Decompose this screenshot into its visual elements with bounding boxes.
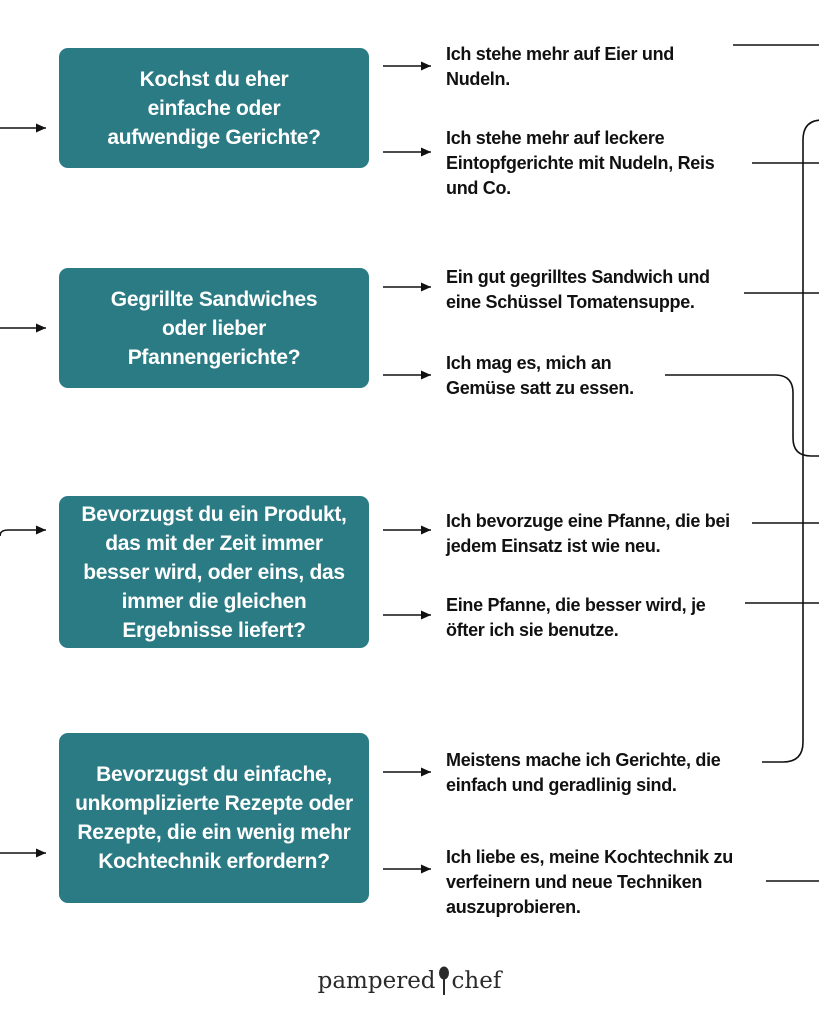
bracket-curve bbox=[762, 120, 819, 762]
logo-text-left: pampered bbox=[317, 968, 436, 994]
question-text-4: Bevorzugst du einfache, unkomplizierte Rezepte oder Rezepte, die ein wenig mehr Kochtechnik erfordern? bbox=[75, 763, 353, 873]
spoon-icon bbox=[437, 966, 451, 996]
answer-4b: Ich liebe es, meine Kochtechnik zu verfeinern und neue Techniken auszuprobieren. bbox=[446, 847, 733, 917]
answer-2b: Ich mag es, mich an Gemüse satt zu essen. bbox=[446, 353, 634, 398]
answer-3b: Eine Pfanne, die besser wird, je öfter ich sie benutze. bbox=[446, 595, 706, 640]
question-box-2 bbox=[59, 268, 369, 388]
question-text-2: Gegrillte Sandwiches oder lieber Pfannengerichte? bbox=[110, 287, 318, 369]
answer-1b: Ich stehe mehr auf leckere Eintopfgerichte mit Nudeln, Reis und Co. bbox=[446, 128, 715, 198]
question-box-3 bbox=[59, 496, 369, 648]
answer-3a: Ich bevorzuge eine Pfanne, die bei jedem Einsatz ist wie neu. bbox=[446, 511, 730, 556]
answer-2a: Ein gut gegrilltes Sandwich und eine Schüssel Tomatensuppe. bbox=[446, 267, 710, 312]
question-box-4 bbox=[59, 733, 369, 903]
incoming-arrow-3 bbox=[0, 530, 46, 536]
vegetable-curve bbox=[665, 375, 819, 456]
question-text-1: Kochst du eher einfache oder aufwendige Gerichte? bbox=[107, 67, 321, 149]
pampered-chef-logo bbox=[0, 966, 819, 996]
answer-4a: Meistens mache ich Gerichte, die einfach und geradlinig sind. bbox=[446, 750, 721, 795]
answer-1a: Ich stehe mehr auf Eier und Nudeln. bbox=[446, 44, 674, 89]
logo-text-right: chef bbox=[451, 968, 502, 994]
question-text-3: Bevorzugst du ein Produkt, das mit der Zeit immer besser wird, oder eins, das immer die gleichen Ergebnisse liefert? bbox=[81, 502, 347, 642]
question-box-1 bbox=[59, 48, 369, 168]
